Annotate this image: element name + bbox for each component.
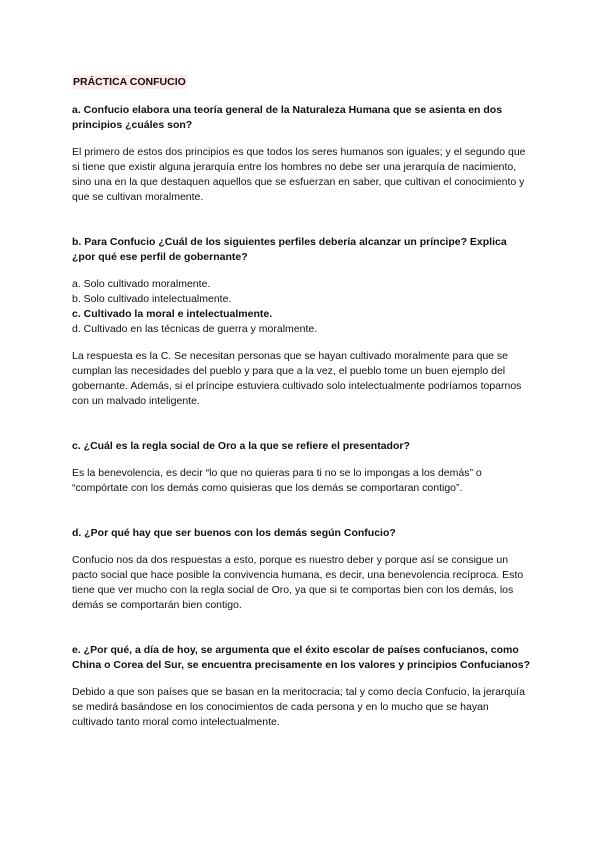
section-d (72, 526, 532, 613)
document-page (72, 72, 532, 730)
answer-b: La respuesta es la C. Se necesitan personas que se hayan cultivado moralmente para que se cumplan las necesidades del pueblo y para que a la vez, el pueblo tome un buen ejemplo del gobernante. Además, si el príncipe estuviera cultivado solo intelectualmente podríamos toparnos con un malvado inteligente. (72, 350, 522, 407)
document-title: PRÁCTICA CONFUCIO (73, 76, 186, 88)
question-b: b. Para Confucio ¿Cuál de los siguientes perfiles debería alcanzar un príncipe? Explica ¿por qué ese perfil de gobernante? (72, 236, 507, 263)
question-a: a. Confucio elabora una teoría general de la Naturaleza Humana que se asienta en dos principios ¿cuáles son? (72, 104, 503, 131)
option-c: c. Cultivado la moral e intelectualmente. (72, 308, 273, 320)
option-d: d. Cultivado en las técnicas de guerra y moralmente. (72, 323, 318, 335)
answer-d: Confucio nos da dos respuestas a esto, porque es nuestro deber y porque así se consigue un pacto social que hace posible la convivencia humana, es decir, una benevolencia recíproca. Esto tiene que ver mucho con la regla social de Oro, ya que si te comportas bien con los demás, los demás se comportarán bien contigo. (72, 554, 524, 611)
section-c (72, 439, 532, 496)
option-b: b. Solo cultivado intelectualmente. (72, 293, 232, 305)
question-e: e. ¿Por qué, a día de hoy, se argumenta que el éxito escolar de países confucianos, como China o Corea del Sur, se encuentra precisamente en los valores y principios Confucianos? (72, 644, 531, 671)
answer-c: Es la benevolencia, es decir “lo que no quieras para ti no se lo impongas a los demás” o “compórtate con los demás como quisieras que los demás se comportaran contigo”. (72, 467, 482, 494)
question-c: c. ¿Cuál es la regla social de Oro a la que se refiere el presentador? (72, 440, 410, 452)
section-a (72, 103, 532, 205)
answer-a: El primero de estos dos principios es que todos los seres humanos son iguales; y el segundo que si tiene que existir alguna jerarquía entre los hombres no debe ser una jerarquía de nacimiento, sino una en la que destaquen aquellos que se esfuerzan en saber, que cultivan el conocimiento y que se cultivan moralmente. (72, 146, 526, 203)
option-a: a. Solo cultivado moralmente. (72, 278, 211, 290)
section-b (72, 235, 532, 409)
answer-e: Debido a que son países que se basan en la meritocracia; tal y como decía Confucio, la jerarquía se medirá basándose en los conocimientos de cada persona y en lo mucho que se hayan cultivado tanto moral como intelectualmente. (72, 686, 525, 728)
options-list (72, 277, 532, 337)
section-e (72, 643, 532, 730)
question-d: d. ¿Por qué hay que ser buenos con los demás según Confucio? (72, 527, 396, 539)
